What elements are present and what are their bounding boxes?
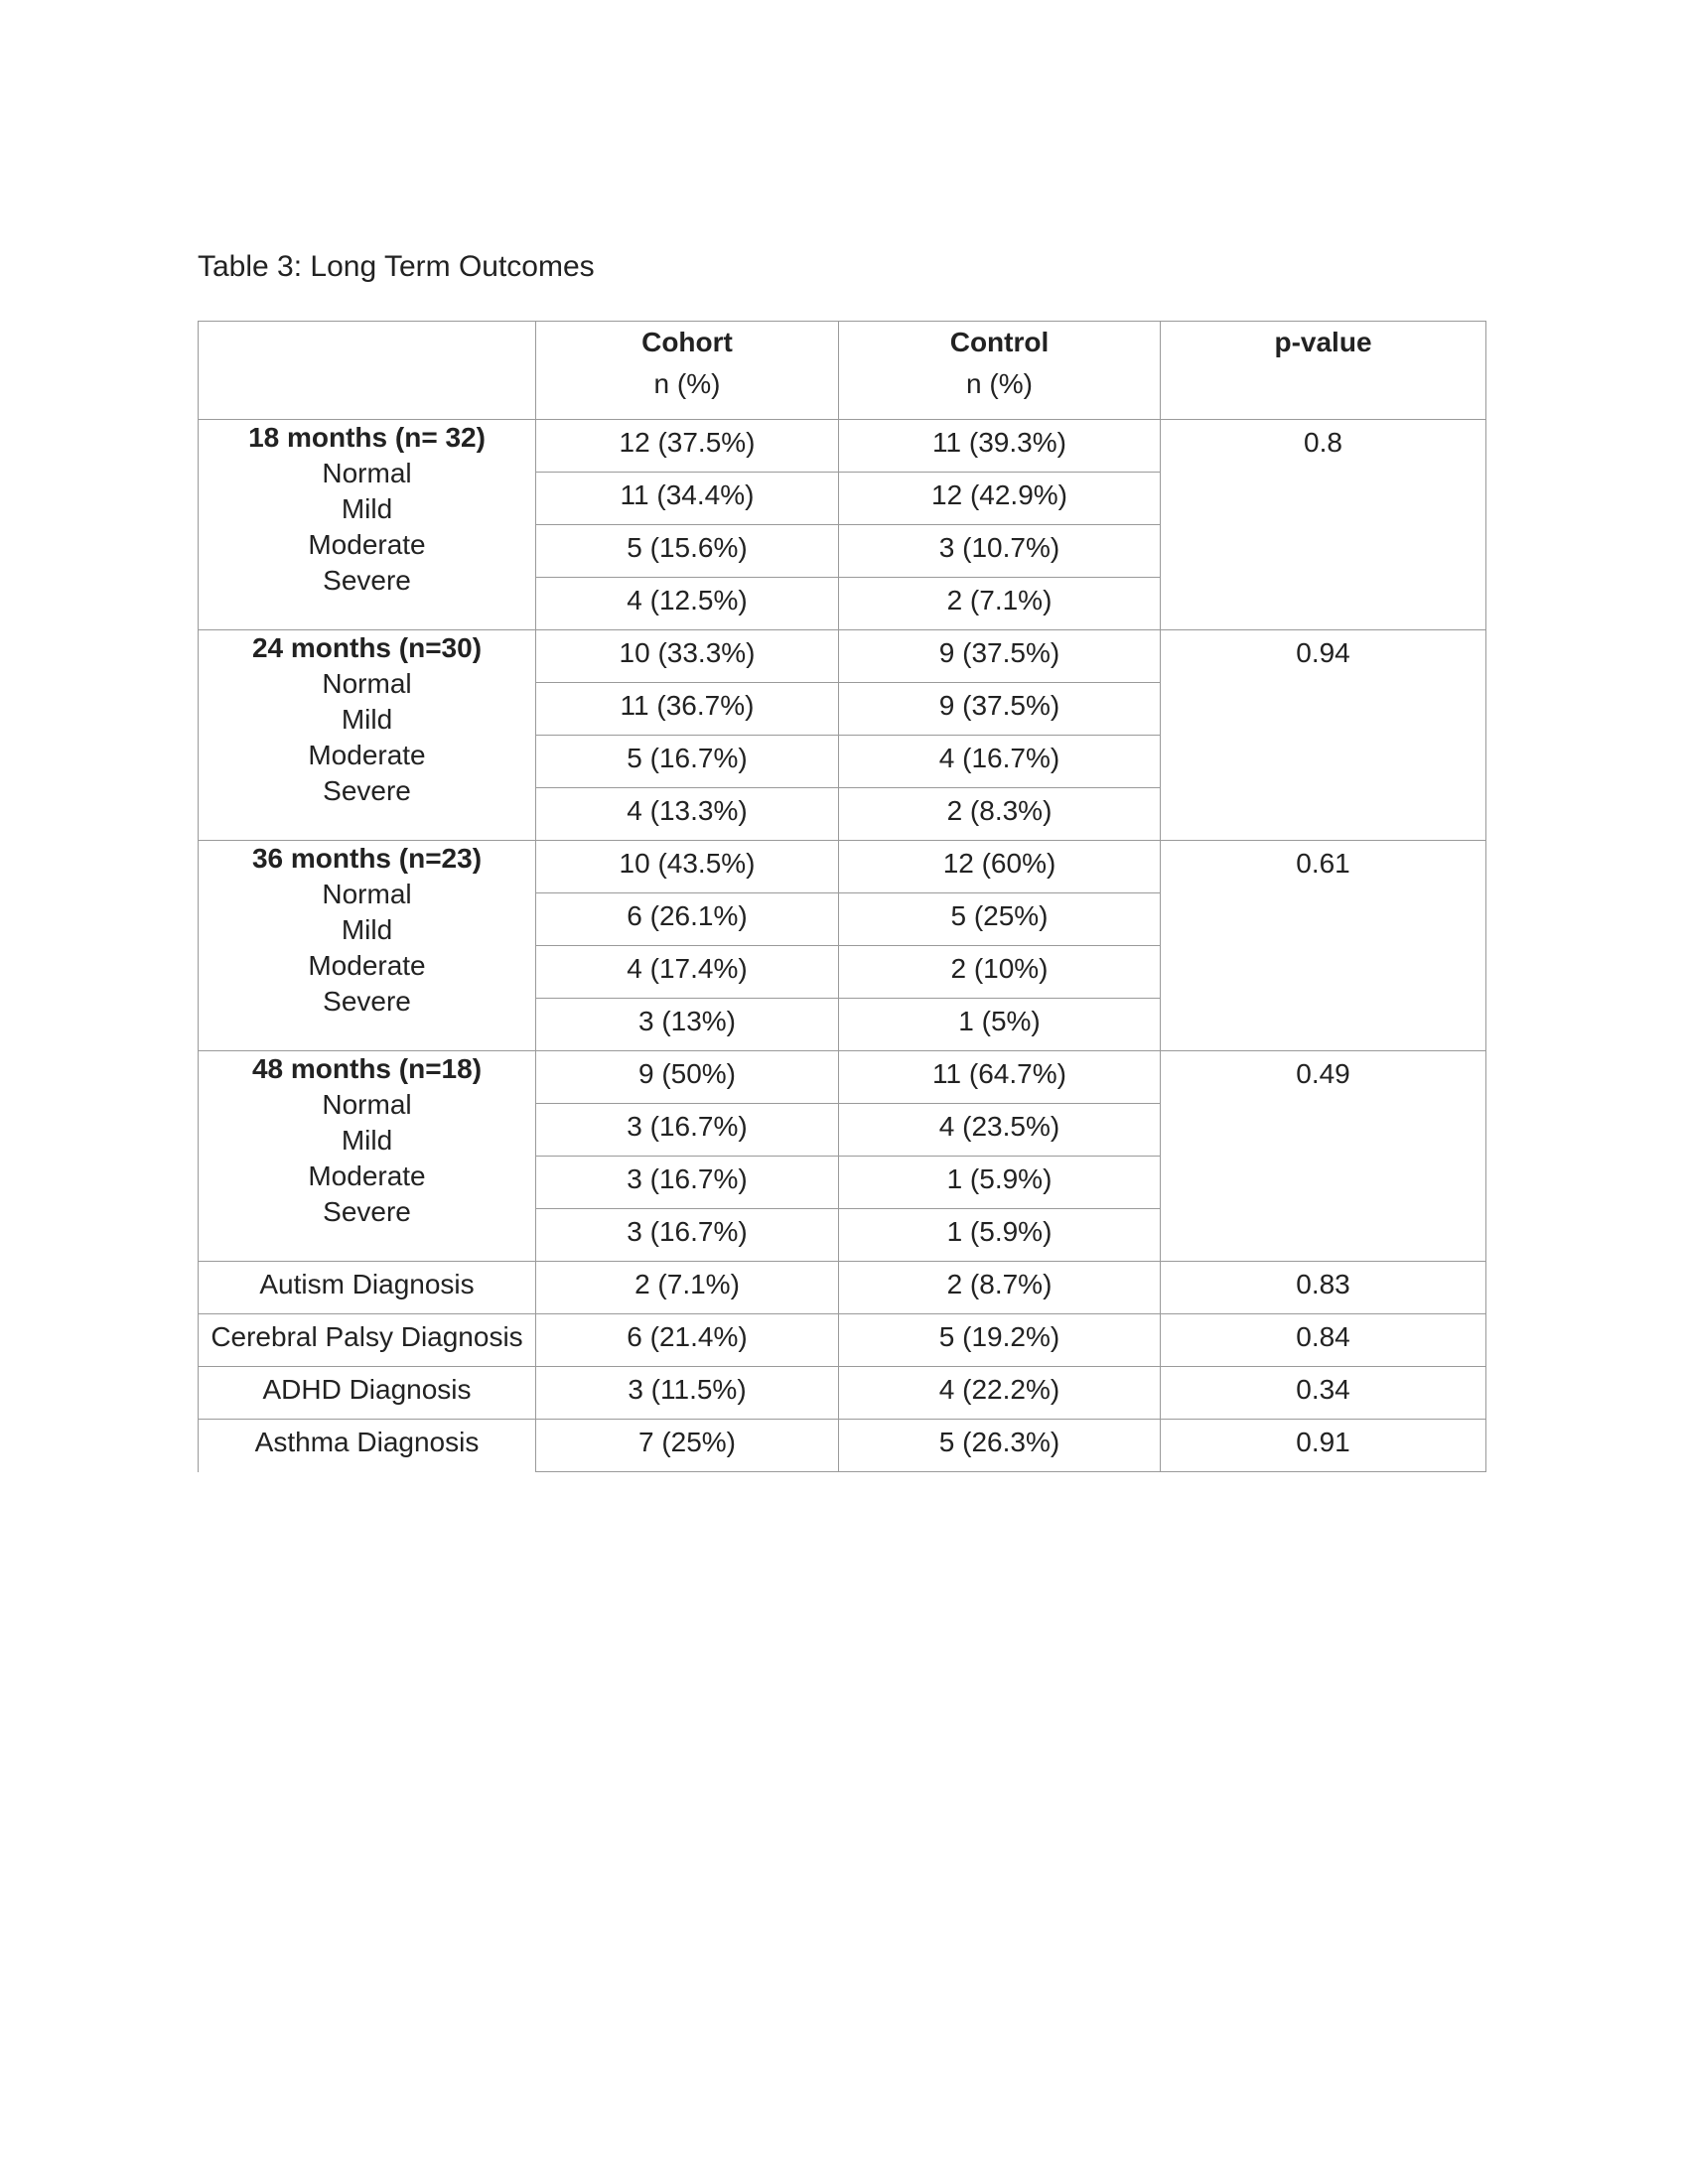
- control-cell: 12 (60%): [839, 841, 1161, 893]
- group-level: Normal: [322, 458, 412, 488]
- group-title: 48 months (n=18): [251, 1053, 483, 1084]
- group-level: Mild: [341, 1125, 393, 1156]
- group-level: Severe: [323, 565, 411, 596]
- cohort-cell: 10 (43.5%): [536, 841, 839, 893]
- control-cell: 5 (26.3%): [839, 1420, 1161, 1472]
- cohort-cell: 2 (7.1%): [536, 1262, 839, 1314]
- control-cell: 4 (16.7%): [839, 736, 1161, 788]
- cohort-cell: 4 (17.4%): [536, 946, 839, 999]
- header-cohort: [536, 322, 839, 420]
- pvalue-cell: 0.91: [1161, 1420, 1486, 1472]
- group-label-cell: [199, 841, 536, 1051]
- control-cell: 2 (10%): [839, 946, 1161, 999]
- group-level: Normal: [322, 1089, 412, 1120]
- diagnosis-label: Asthma Diagnosis: [199, 1420, 536, 1472]
- control-cell: 2 (8.3%): [839, 788, 1161, 841]
- table-row: [199, 1420, 1486, 1472]
- control-cell: 11 (64.7%): [839, 1051, 1161, 1104]
- control-cell: 1 (5.9%): [839, 1209, 1161, 1262]
- cohort-cell: 12 (37.5%): [536, 420, 839, 473]
- control-cell: 5 (19.2%): [839, 1314, 1161, 1367]
- cohort-cell: 11 (34.4%): [536, 473, 839, 525]
- cohort-cell: 3 (11.5%): [536, 1367, 839, 1420]
- pvalue-cell: 0.84: [1161, 1314, 1486, 1367]
- cohort-cell: 6 (21.4%): [536, 1314, 839, 1367]
- table-row: [199, 1314, 1486, 1367]
- control-cell: 12 (42.9%): [839, 473, 1161, 525]
- group-title: 24 months (n=30): [251, 632, 483, 663]
- group-level: Severe: [323, 986, 411, 1017]
- group-level: Mild: [341, 493, 393, 524]
- group-level: Mild: [341, 704, 393, 735]
- table-row: [199, 1367, 1486, 1420]
- control-cell: 3 (10.7%): [839, 525, 1161, 578]
- header-cohort-sub: n (%): [653, 368, 721, 399]
- pvalue-cell: 0.83: [1161, 1262, 1486, 1314]
- cohort-cell: 4 (13.3%): [536, 788, 839, 841]
- header-cohort-title: Cohort: [641, 327, 733, 357]
- pvalue-cell: 0.49: [1161, 1051, 1486, 1262]
- control-cell: 4 (22.2%): [839, 1367, 1161, 1420]
- header-pvalue: [1161, 322, 1486, 420]
- pvalue-cell: 0.94: [1161, 630, 1486, 841]
- cohort-cell: 3 (16.7%): [536, 1209, 839, 1262]
- header-control-title: Control: [949, 327, 1050, 357]
- table-row: [199, 841, 1486, 893]
- group-level: Mild: [341, 914, 393, 945]
- header-row: [199, 322, 1486, 420]
- control-cell: 2 (8.7%): [839, 1262, 1161, 1314]
- control-cell: 9 (37.5%): [839, 630, 1161, 683]
- group-level: Normal: [322, 879, 412, 909]
- group-label-cell: [199, 630, 536, 841]
- header-pvalue-title: p-value: [1274, 327, 1372, 357]
- table-row: [199, 420, 1486, 473]
- control-cell: 2 (7.1%): [839, 578, 1161, 630]
- cohort-cell: 10 (33.3%): [536, 630, 839, 683]
- cohort-cell: 3 (16.7%): [536, 1157, 839, 1209]
- control-cell: 11 (39.3%): [839, 420, 1161, 473]
- control-cell: 4 (23.5%): [839, 1104, 1161, 1157]
- cohort-cell: 3 (13%): [536, 999, 839, 1051]
- pvalue-cell: 0.61: [1161, 841, 1486, 1051]
- header-control-sub: n (%): [966, 368, 1033, 399]
- group-level: Moderate: [308, 1160, 426, 1191]
- header-label-cell: [199, 322, 536, 420]
- table-row: [199, 630, 1486, 683]
- diagnosis-label: Cerebral Palsy Diagnosis: [199, 1314, 536, 1367]
- group-level: Moderate: [308, 950, 426, 981]
- pvalue-cell: 0.34: [1161, 1367, 1486, 1420]
- group-label-cell: [199, 420, 536, 630]
- control-cell: 1 (5.9%): [839, 1157, 1161, 1209]
- cohort-cell: 6 (26.1%): [536, 893, 839, 946]
- diagnosis-label: Autism Diagnosis: [199, 1262, 536, 1314]
- header-control: [839, 322, 1161, 420]
- diagnosis-label: ADHD Diagnosis: [199, 1367, 536, 1420]
- group-level: Normal: [322, 668, 412, 699]
- group-title: 18 months (n= 32): [248, 422, 486, 453]
- long-term-outcomes-table: [198, 321, 1486, 1472]
- cohort-cell: 7 (25%): [536, 1420, 839, 1472]
- control-cell: 9 (37.5%): [839, 683, 1161, 736]
- table-row: [199, 1262, 1486, 1314]
- table-caption: Table 3: Long Term Outcomes: [198, 250, 595, 283]
- group-level: Moderate: [308, 529, 426, 560]
- group-level: Severe: [323, 1196, 411, 1227]
- cohort-cell: 3 (16.7%): [536, 1104, 839, 1157]
- control-cell: 5 (25%): [839, 893, 1161, 946]
- cohort-cell: 4 (12.5%): [536, 578, 839, 630]
- cohort-cell: 11 (36.7%): [536, 683, 839, 736]
- cohort-cell: 5 (16.7%): [536, 736, 839, 788]
- table-row: [199, 1051, 1486, 1104]
- cohort-cell: 9 (50%): [536, 1051, 839, 1104]
- pvalue-cell: 0.8: [1161, 420, 1486, 630]
- group-level: Severe: [323, 775, 411, 806]
- cohort-cell: 5 (15.6%): [536, 525, 839, 578]
- group-label-cell: [199, 1051, 536, 1262]
- group-title: 36 months (n=23): [251, 843, 483, 874]
- control-cell: 1 (5%): [839, 999, 1161, 1051]
- group-level: Moderate: [308, 740, 426, 770]
